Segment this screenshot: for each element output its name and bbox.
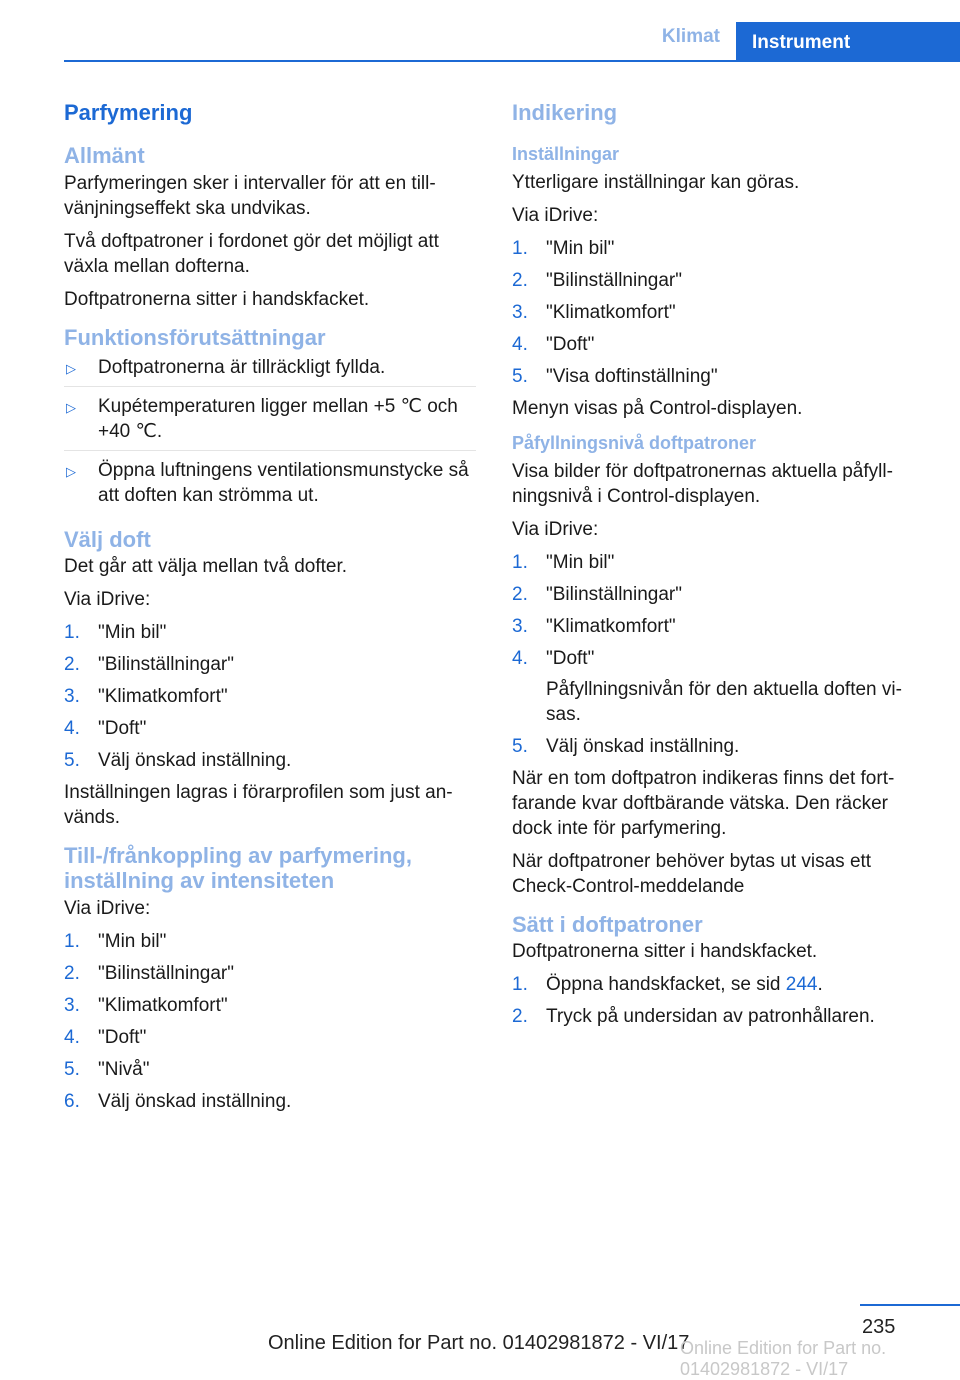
list-item-text: Öppna luftningens ventilationsmunstycke så att doften kan strömma ut.	[98, 459, 469, 506]
step-number: 3.	[64, 994, 80, 1016]
heading-allmant: Allmänt	[64, 143, 145, 169]
step-number: 2.	[512, 583, 528, 605]
step-number: 4.	[64, 1026, 80, 1048]
list-item	[512, 236, 932, 261]
step-number: 2.	[64, 654, 80, 676]
step-number: 3.	[512, 615, 528, 637]
list-item-text: Välj önskad inställning.	[98, 1090, 292, 1112]
step-number: 5.	[512, 365, 528, 387]
list-item-text: "Klimatkomfort"	[546, 615, 676, 637]
list-item-text: Välj önskad inställning.	[546, 735, 740, 757]
paragraph: Via iDrive:	[64, 589, 151, 611]
list-item	[512, 332, 932, 357]
list-item	[64, 993, 476, 1018]
step-number: 5.	[64, 1058, 80, 1080]
watermark: Online Edition for Part no. 01402981872 - VI/17	[680, 1338, 887, 1379]
steps-list	[64, 929, 476, 1114]
list-item	[512, 582, 932, 607]
step-number: 3.	[512, 301, 528, 323]
paragraph: Via iDrive:	[512, 204, 599, 226]
steps-list	[64, 620, 476, 773]
right-column	[512, 100, 932, 1036]
list-item	[64, 1089, 476, 1114]
list-item-text: "Klimatkomfort"	[98, 686, 228, 708]
heading-valj-doft: Välj doft	[64, 526, 151, 552]
paragraph: Inställningen lagras i förarprofilen som just an-vänds.	[64, 782, 453, 829]
step-number: 5.	[64, 750, 80, 772]
step-number: 1.	[512, 974, 528, 996]
tab-instrument[interactable]: Instrument	[736, 22, 960, 62]
list-item-text: "Doft"	[98, 1026, 147, 1048]
paragraph: När en tom doftpatron indikeras finns det fort-farande kvar doftbärande vätska. Den räcker dock inte för parfymering.	[512, 767, 895, 839]
list-item-text: "Doft"	[98, 718, 147, 740]
paragraph: Via iDrive:	[512, 518, 599, 540]
heading-installningar: Inställningar	[512, 144, 620, 165]
list-item-text: Öppna handskfacket, se sid	[546, 974, 786, 996]
heading-till-fran: Till-/frånkoppling av parfymering, inställning av intensiteten	[64, 843, 412, 893]
list-item	[512, 972, 932, 997]
list-item-text: Kupétemperaturen ligger mellan +5 ℃ och +40 ℃.	[98, 395, 458, 442]
paragraph: Det går att välja mellan två dofter.	[64, 556, 348, 578]
step-number: 2.	[512, 1006, 528, 1028]
list-item-text: "Visa doftinställning"	[546, 365, 718, 387]
steps-list	[512, 236, 932, 389]
steps-list	[512, 972, 932, 1029]
list-item-text: "Bilinställningar"	[546, 583, 682, 605]
list-item	[512, 646, 932, 727]
list-item	[64, 1057, 476, 1082]
list-item	[64, 684, 476, 709]
list-item-text: "Klimatkomfort"	[546, 301, 676, 323]
list-item	[512, 268, 932, 293]
paragraph: Doftpatronerna sitter i handskfacket.	[64, 289, 370, 311]
list-item-text: Välj önskad inställning.	[98, 750, 292, 772]
paragraph: När doftpatroner behöver bytas ut visas ett Check-Control-meddelande	[512, 850, 872, 897]
list-item	[512, 734, 932, 759]
list-item	[512, 550, 932, 575]
page-number: 235	[862, 1316, 896, 1338]
paragraph: Två doftpatroner i fordonet gör det möjligt att växla mellan dofterna.	[64, 231, 439, 278]
step-number: 4.	[512, 333, 528, 355]
list-item-text: "Doft"	[546, 647, 595, 669]
paragraph: Ytterligare inställningar kan göras.	[512, 171, 800, 193]
list-item-text: "Min bil"	[98, 930, 167, 952]
list-item-text-end: .	[817, 974, 823, 996]
list-item	[64, 748, 476, 773]
list-item	[64, 716, 476, 741]
list-item-text: Doftpatronerna är tillräckligt fyllda.	[98, 356, 386, 378]
list-item-subtext: Påfyllningsnivån för den aktuella doften vi-sas.	[546, 678, 902, 725]
list-item-text: "Min bil"	[98, 622, 167, 644]
list-item	[64, 929, 476, 954]
list-item-text: "Bilinställningar"	[546, 269, 682, 291]
step-number: 1.	[64, 930, 80, 952]
heading-pafyllning: Påfyllningsnivå doftpatroner	[512, 432, 757, 453]
triangle-bullet-icon: ▷	[66, 360, 76, 376]
step-number: 4.	[512, 647, 528, 669]
list-item	[512, 1004, 932, 1029]
list-item	[64, 620, 476, 645]
list-item	[64, 961, 476, 986]
paragraph: Via iDrive:	[64, 897, 151, 919]
section-title-parfymering: Parfymering	[64, 100, 193, 125]
list-item	[512, 614, 932, 639]
triangle-bullet-icon: ▷	[66, 399, 76, 415]
section-title-indikering: Indikering	[512, 100, 618, 125]
page-link[interactable]: 244	[785, 974, 818, 996]
step-number: 5.	[512, 735, 528, 757]
tab-klimat[interactable]: Klimat	[661, 26, 720, 47]
step-number: 6.	[64, 1090, 80, 1112]
list-item	[64, 458, 476, 514]
list-item	[512, 364, 932, 389]
step-number: 3.	[64, 686, 80, 708]
step-number: 2.	[64, 962, 80, 984]
list-item-text: "Min bil"	[546, 551, 615, 573]
step-number: 4.	[64, 718, 80, 740]
list-item	[64, 355, 476, 387]
step-number: 1.	[512, 551, 528, 573]
list-item-text: "Bilinställningar"	[98, 654, 234, 676]
heading-funktion: Funktionsförutsättningar	[64, 325, 326, 351]
paragraph: Doftpatronerna sitter i handskfacket.	[512, 941, 818, 963]
footer-rule	[860, 1304, 960, 1306]
left-column	[64, 100, 476, 1121]
list-item-text: "Nivå"	[98, 1058, 150, 1080]
paragraph: Visa bilder för doftpatronernas aktuella påfyll-ningsnivå i Control-displayen.	[512, 460, 893, 507]
step-number: 2.	[512, 269, 528, 291]
list-item-text: "Bilinställningar"	[98, 962, 234, 984]
edition-footer: Online Edition for Part no. 01402981872 - VI/17	[268, 1332, 690, 1354]
triangle-bullet-icon: ▷	[66, 463, 76, 479]
step-number: 1.	[64, 622, 80, 644]
paragraph: Parfymeringen sker i intervaller för att en till-vänjningseffekt ska undvikas.	[64, 173, 436, 220]
list-item	[64, 652, 476, 677]
requirements-list	[64, 355, 476, 514]
list-item-text: Tryck på undersidan av patronhållaren.	[546, 1006, 875, 1028]
step-number: 1.	[512, 237, 528, 259]
steps-list	[512, 550, 932, 759]
list-item	[64, 1025, 476, 1050]
page-header	[0, 0, 960, 62]
list-item-text: "Klimatkomfort"	[98, 994, 228, 1016]
list-item	[512, 300, 932, 325]
paragraph: Menyn visas på Control-displayen.	[512, 397, 803, 419]
list-item-text: "Min bil"	[546, 237, 615, 259]
heading-satt-i: Sätt i doftpatroner	[512, 911, 703, 937]
list-item-text: "Doft"	[546, 333, 595, 355]
list-item	[64, 394, 476, 451]
